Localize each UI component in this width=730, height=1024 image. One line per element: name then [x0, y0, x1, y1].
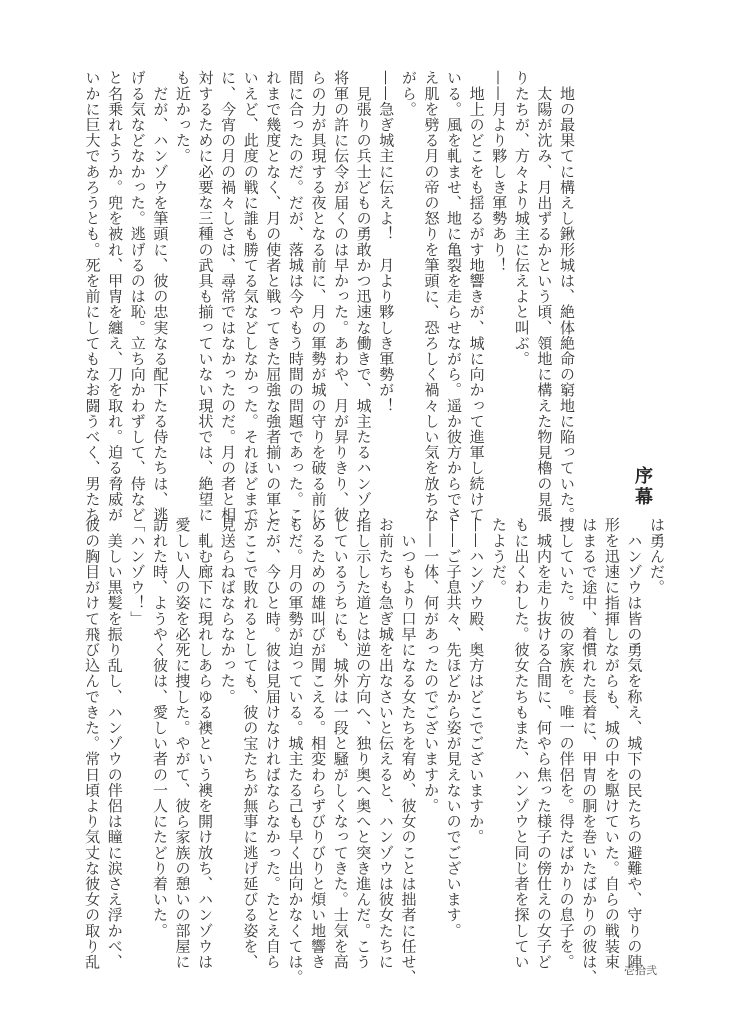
- text-line: ——一体、何があったのでございますか。: [422, 517, 441, 814]
- text-line: いつもより口早になる女たちを宥め、彼女のことは拙者に任せ、: [399, 517, 418, 985]
- text-line: ——ご子息共々、先ほどから姿が見えないのでございます。: [444, 517, 463, 939]
- page-number: 壱拾弐: [624, 964, 657, 977]
- text-line: 間に合ったのだ。だが、落城は今やもう時間の問題であった。こ: [286, 70, 305, 523]
- text-line: いかに巨大であろうとも。死を前にしてもなお闘うべく、男たち: [83, 70, 102, 523]
- text-line: 太陽が沈み、月出ずるかという頃、領地に構えた物見櫓の見張: [535, 70, 554, 523]
- paragraph: [488, 70, 511, 510]
- text-line: 訪れた時、ようやく彼は、愛しい者の一人にたどり着いた。: [150, 517, 169, 939]
- text-line: はまるで途中、着慣れた長着に、甲冑の胴を巻いたばかりの彼は、: [580, 517, 599, 985]
- paragraph: [216, 517, 419, 985]
- paragraph: [465, 517, 488, 957]
- chapter-title: 序幕: [632, 466, 653, 508]
- text-line: だが、今ひと時。彼は見届けなければならなかった。たとえ自ら: [263, 517, 282, 970]
- text-line: ハンゾウは皆の勇気を称え、城下の民たちの避難や、守りの陣: [625, 517, 644, 970]
- text-line: らの力が具現する夜となる前に、月の軍勢が城の守りを破る前に、: [309, 70, 328, 538]
- text-line: たようだ。: [489, 517, 508, 595]
- paragraph: [81, 517, 126, 970]
- text-line: もだ。月の軍勢が迫っている。城主たる己も早く出向かなくては。: [286, 517, 305, 985]
- text-line: 見送らねばならなかった。: [218, 517, 237, 705]
- text-line: 地の最果てに構えし鍬形城は、絶体絶命の窮地に陥っていた。: [558, 70, 576, 523]
- text-line: 指し示した道とは逆の方向へ、独り奥へ奥へと突き進んだ。こう: [354, 517, 373, 970]
- text-line: いる。風を軋ませ、地に亀裂を走らせながら。遥か彼方からでさ: [445, 70, 464, 523]
- text-line: 城内を走り抜ける合間に、何やら焦った様子の傍仕えの女子ど: [535, 517, 554, 970]
- text-line: れまで幾度となく、月の使者と戦ってきた屈強な強者揃いの軍と: [264, 70, 283, 523]
- text-line: めるための雄叫びが聞こえる。相変わらずびりびりと煩い地響き: [309, 517, 328, 970]
- paragraph: [397, 70, 487, 523]
- text-line: に、今宵の月の禍々しさは、尋常ではなかったのだ。月の者と相: [219, 70, 238, 523]
- text-line: と名乗れようか。兜を被れ、甲冑を纏え、刀を取れ。迫る脅威が: [106, 70, 125, 523]
- text-line: もに出くわした。彼女たちもまた、ハンゾウと同じ者を探してい: [512, 517, 531, 970]
- paragraph: [81, 70, 171, 523]
- text-line: 地上のどこをも揺るがす地響きが、城に向かって進軍し続けて: [467, 70, 486, 523]
- text-line: ——ハンゾウ殿、奥方はどこでございますか。: [467, 517, 486, 845]
- text-line: 形を迅速に指揮しながらも、城の中を駆けていた。自らの戦装束: [602, 517, 621, 970]
- text-line: しているうちにも、城外は一段と騒がしくなってきた。士気を高: [331, 517, 350, 970]
- paragraph: [645, 517, 668, 957]
- text-line: ——急ぎ城主に伝えよ！ 月より夥しき軍勢が！: [377, 70, 396, 414]
- paragraph: [510, 70, 578, 523]
- text-line: いえど、此度の戦に誰も勝てる気などしなかった。それほどまで: [241, 70, 260, 523]
- paragraph: [442, 517, 465, 957]
- paragraph: [148, 517, 216, 970]
- text-line: りたちが、方々より城主に伝えよと叫ぶ。: [512, 70, 531, 367]
- text-line: 将軍の許に伝令が届くのは早かった。あわや、月が昇りきり、彼: [332, 70, 351, 523]
- text-line: は勇んだ。: [648, 517, 666, 595]
- top-text-block: [81, 70, 578, 538]
- text-line: 彼の胸目がけて飛び込んできた。常日頃より気丈な彼女の取り乱: [83, 517, 102, 970]
- text-line: お前たちも急ぎ城を出なさいと伝えると、ハンゾウは彼女たちに: [376, 517, 395, 970]
- text-line: 美しい黒髪を振り乱し、ハンゾウの伴侶は瞳に涙さえ浮かべ、: [105, 517, 124, 970]
- text-line: 軋む廊下に現れしあらゆる襖という襖を開け放ち、ハンゾウは: [196, 517, 215, 970]
- text-line: 捜していた。彼の家族を。唯一の伴侶を。得たばかりの息子を。: [557, 517, 576, 970]
- text-line: 「ハンゾウ！」: [128, 517, 147, 627]
- paragraph: [375, 70, 398, 510]
- text-line: がここで敗れるとしても、彼の宝たちが無事に逃げ延びる姿を、: [241, 517, 260, 970]
- text-line: ——月より夥しき軍勢あり！: [490, 70, 509, 273]
- text-line: だが、ハンゾウを筆頭に、彼の忠実なる配下たる侍たちは、逃: [151, 70, 170, 523]
- paragraph: [171, 70, 374, 538]
- text-line: 愛しい人の姿を必死に捜した。やがて、彼ら家族の憩いの部屋に: [173, 517, 192, 970]
- text-line: え肌を劈る月の帝の怒りを筆頭に、恐ろしく禍々しい気を放ちな: [422, 70, 441, 523]
- paragraph: [419, 517, 442, 957]
- text-line: がら。: [399, 70, 418, 117]
- text-line: も近かった。: [173, 70, 192, 164]
- paragraph: [487, 517, 555, 970]
- text-line: 見張りの兵士どもの勇敢かつ迅速な働きで、城主たるハンゾウ: [354, 70, 373, 523]
- paragraph: [126, 517, 149, 957]
- text-line: 対するために必要な三種の武具も揃っていない現状では、絶望に: [196, 70, 215, 523]
- text-line: げる気などなかった。逃げるのは恥。立ち向かわずして、侍など: [128, 70, 147, 523]
